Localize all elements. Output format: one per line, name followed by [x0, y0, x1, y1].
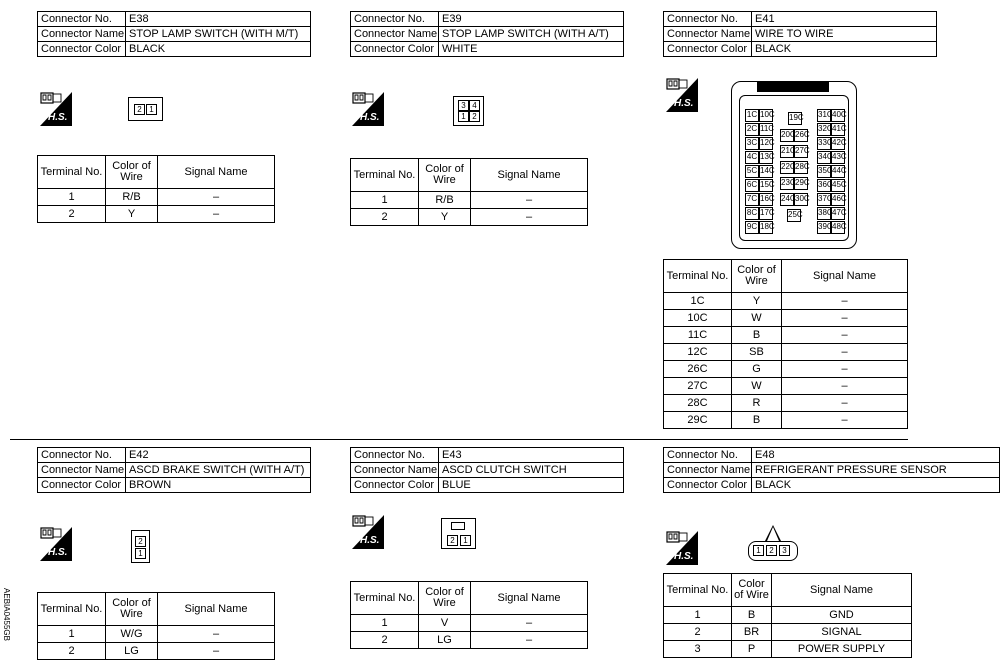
connector-color-label: Connector Color: [41, 479, 122, 491]
connector-name-label: Connector Name: [41, 28, 125, 40]
e38-connector-face: [128, 97, 163, 121]
signal-name-header: Signal Name: [184, 165, 248, 178]
hs-label: H.S.: [48, 547, 68, 558]
pin-label: 40C: [831, 109, 845, 122]
hs-label: H.S.: [360, 535, 380, 546]
connector-name-label: Connector Name: [354, 28, 438, 40]
table-row: [38, 206, 275, 223]
wire-color-cell: LG: [124, 645, 139, 657]
signal-cell: –: [212, 628, 220, 640]
pin-label: 3: [779, 545, 790, 556]
e43-terminal-table: [350, 581, 588, 649]
pin-label: 38C: [817, 207, 831, 220]
wire-color-header: Color of Wire: [425, 586, 464, 609]
pin-label: 1: [460, 535, 471, 546]
pin-label: 9C: [745, 221, 759, 234]
harness-side-icon: [352, 515, 384, 549]
connector-no-value: E41: [755, 13, 775, 25]
wire-color-cell: B: [752, 329, 761, 341]
pin-label: 27C: [794, 145, 808, 158]
table-row: [351, 192, 588, 209]
terminal-cell: 3: [694, 643, 701, 655]
signal-cell: –: [212, 191, 220, 203]
e48-info-table: [663, 447, 1000, 493]
table-row: [38, 643, 275, 660]
hs-label: H.S.: [674, 551, 694, 562]
pin-label: 26C: [794, 129, 808, 142]
pin-label: 48C: [831, 221, 845, 234]
pin-label: 31C: [817, 109, 831, 122]
pin-label: 20C: [780, 129, 794, 142]
connector-name-value: STOP LAMP SWITCH (WITH A/T): [442, 28, 609, 40]
pin-label: 3C: [745, 137, 759, 150]
section-divider: [10, 439, 908, 440]
signal-cell: –: [525, 617, 533, 629]
terminal-cell: 2: [694, 626, 701, 638]
pin-label: 42C: [831, 137, 845, 150]
connector-name-value: REFRIGERANT PRESSURE SENSOR: [755, 464, 947, 476]
pin-label: 7C: [745, 193, 759, 206]
table-row: [664, 607, 912, 624]
pin-label: 32C: [817, 123, 831, 136]
terminal-cell: 27C: [687, 380, 708, 392]
signal-name-header: Signal Name: [497, 591, 561, 604]
connector-color-label: Connector Color: [354, 479, 435, 491]
pin-label: 24C: [780, 193, 794, 206]
connector-name-value: WIRE TO WIRE: [755, 28, 834, 40]
pin-label: 25C: [787, 209, 801, 222]
wire-color-cell: R/B: [122, 191, 141, 203]
signal-cell: –: [212, 208, 220, 220]
pin-label: 43C: [831, 151, 845, 164]
e43-connector-face: [441, 518, 476, 549]
wire-color-header: Color of Wire: [734, 578, 769, 601]
table-row: [351, 615, 588, 632]
e48-terminal-table: [663, 573, 912, 658]
signal-cell: –: [841, 414, 848, 426]
e39-terminal-table: [350, 158, 588, 226]
connector-color-label: Connector Color: [667, 479, 748, 491]
connector-no-label: Connector No.: [354, 13, 425, 25]
harness-side-icon: [40, 527, 72, 561]
e41-terminal-table: [663, 259, 908, 429]
pin-label: 4: [469, 100, 480, 111]
wire-color-cell: SB: [749, 346, 764, 358]
connector-color-value: BLACK: [755, 479, 792, 491]
pin-label: 29C: [794, 177, 808, 190]
wire-color-cell: Y: [440, 211, 449, 223]
table-row: [664, 293, 908, 310]
connector-no-label: Connector No.: [667, 449, 738, 461]
wire-color-cell: W: [751, 312, 762, 324]
terminal-cell: 11C: [687, 329, 708, 341]
terminal-cell: 2: [381, 634, 388, 646]
pin-label: 41C: [831, 123, 845, 136]
pin-label: 44C: [831, 165, 845, 178]
signal-name-header: Signal Name: [810, 583, 873, 596]
e38-info-table: [37, 11, 311, 57]
signal-cell: –: [212, 645, 220, 657]
terminal-cell: 10C: [687, 312, 708, 324]
pin-label: 46C: [831, 193, 845, 206]
pin-label: 30C: [794, 193, 808, 206]
table-row: [664, 641, 912, 658]
terminal-no-header: Terminal No.: [666, 269, 729, 282]
wire-color-cell: Y: [752, 295, 761, 307]
connector-name-label: Connector Name: [667, 28, 751, 40]
wire-color-cell: W: [751, 380, 762, 392]
wire-color-cell: G: [752, 363, 761, 375]
harness-side-icon: [666, 531, 698, 565]
wire-color-cell: B: [752, 414, 761, 426]
pin-label: 1: [135, 548, 146, 559]
harness-side-icon: [352, 92, 384, 126]
connector-color-label: Connector Color: [41, 43, 122, 55]
table-row: [664, 624, 912, 641]
terminal-cell: 1: [381, 617, 388, 629]
pin-label: 2: [469, 111, 480, 122]
pin-label: 6C: [745, 179, 759, 192]
pin-label: 18C: [759, 221, 773, 234]
connector-no-value: E48: [755, 449, 775, 461]
connector-name-value: ASCD BRAKE SWITCH (WITH A/T): [129, 464, 305, 476]
terminal-cell: 1: [381, 194, 388, 206]
pin-label: 2: [135, 536, 146, 547]
wire-color-cell: BR: [743, 626, 760, 638]
pin-label: 17C: [759, 207, 773, 220]
pin-label: 28C: [794, 161, 808, 174]
harness-side-icon: [666, 78, 698, 112]
e38-terminal-table: [37, 155, 275, 223]
signal-cell: SIGNAL: [821, 626, 862, 638]
connector-name-value: ASCD CLUTCH SWITCH: [442, 464, 567, 476]
connector-name-label: Connector Name: [354, 464, 438, 476]
terminal-no-header: Terminal No.: [40, 602, 103, 615]
terminal-cell: 1: [68, 628, 75, 640]
connector-color-label: Connector Color: [667, 43, 748, 55]
terminal-cell: 2: [68, 208, 75, 220]
table-row: [664, 361, 908, 378]
pin-label: 21C: [780, 145, 794, 158]
hs-label: H.S.: [674, 98, 694, 109]
pin-label: 3: [458, 100, 469, 111]
pin-label: 2: [766, 545, 777, 556]
signal-cell: –: [841, 329, 848, 341]
pin-label: 5C: [745, 165, 759, 178]
pin-label: 11C: [759, 123, 773, 136]
pin-label: 37C: [817, 193, 831, 206]
wire-color-cell: Y: [127, 208, 136, 220]
signal-cell: –: [525, 211, 533, 223]
hs-label: H.S.: [48, 112, 68, 123]
wire-color-cell: LG: [437, 634, 452, 646]
table-row: [664, 344, 908, 361]
pin-label: 12C: [759, 137, 773, 150]
e39-info-table: [350, 11, 624, 57]
pin-label: 14C: [759, 165, 773, 178]
e41-info-table: [663, 11, 937, 57]
connector-color-value: BROWN: [129, 479, 172, 491]
table-row: [38, 189, 275, 206]
terminal-cell: 29C: [687, 414, 708, 426]
signal-name-header: Signal Name: [813, 269, 876, 282]
terminal-cell: 28C: [687, 397, 708, 409]
pin-label: 1: [146, 104, 157, 115]
connector-color-value: BLACK: [129, 43, 166, 55]
pin-label: 19C: [788, 112, 802, 125]
terminal-cell: 1C: [690, 295, 705, 307]
pin-label: 45C: [831, 179, 845, 192]
wire-color-header: Color of Wire: [737, 264, 776, 287]
wire-color-header: Color of Wire: [425, 163, 464, 186]
figure-code: AEBIA0455GB: [1, 588, 11, 641]
e42-info-table: [37, 447, 311, 493]
table-row: [38, 626, 275, 643]
connector-no-label: Connector No.: [667, 13, 738, 25]
pin-label: 15C: [759, 179, 773, 192]
pin-label: 33C: [817, 137, 831, 150]
e42-terminal-table: [37, 592, 275, 660]
wire-color-cell: R: [752, 397, 761, 409]
signal-cell: GND: [829, 609, 854, 621]
signal-cell: –: [841, 346, 848, 358]
signal-cell: –: [841, 295, 848, 307]
connector-name-value: STOP LAMP SWITCH (WITH M/T): [129, 28, 299, 40]
table-row: [664, 412, 908, 429]
pin-label: 2: [447, 535, 458, 546]
pin-label: 16C: [759, 193, 773, 206]
harness-side-icon: [40, 92, 72, 126]
connector-no-value: E38: [129, 13, 149, 25]
connector-name-label: Connector Name: [41, 464, 125, 476]
pin-label: 47C: [831, 207, 845, 220]
wire-color-cell: B: [747, 609, 756, 621]
connector-color-value: BLACK: [755, 43, 792, 55]
signal-name-header: Signal Name: [184, 602, 248, 615]
wire-color-cell: P: [747, 643, 756, 655]
wire-color-cell: R/B: [435, 194, 454, 206]
terminal-cell: 1: [694, 609, 701, 621]
connector-no-value: E42: [129, 449, 149, 461]
signal-name-header: Signal Name: [497, 168, 561, 181]
connector-no-label: Connector No.: [41, 13, 112, 25]
signal-cell: –: [525, 634, 533, 646]
pin-label: 8C: [745, 207, 759, 220]
connector-color-label: Connector Color: [354, 43, 435, 55]
pin-label: 4C: [745, 151, 759, 164]
signal-cell: –: [525, 194, 533, 206]
signal-cell: –: [841, 312, 848, 324]
pin-label: 10C: [759, 109, 773, 122]
connector-color-value: WHITE: [442, 43, 478, 55]
wire-color-header: Color of Wire: [112, 160, 151, 183]
terminal-no-header: Terminal No.: [353, 168, 416, 181]
signal-cell: –: [841, 380, 848, 392]
signal-cell: POWER SUPPLY: [797, 643, 886, 655]
e48-connector-face: [748, 541, 798, 561]
terminal-cell: 2: [381, 211, 388, 223]
terminal-no-header: Terminal No.: [353, 591, 416, 604]
pin-label: 34C: [817, 151, 831, 164]
wire-color-cell: V: [440, 617, 449, 629]
pin-label: 1C: [745, 109, 759, 122]
table-row: [664, 310, 908, 327]
connector-no-label: Connector No.: [41, 449, 112, 461]
connector-no-value: E39: [442, 13, 462, 25]
terminal-cell: 12C: [687, 346, 708, 358]
terminal-cell: 2: [68, 645, 75, 657]
table-row: [664, 327, 908, 344]
wire-color-header: Color of Wire: [112, 597, 151, 620]
terminal-no-header: Terminal No.: [40, 165, 103, 178]
hs-label: H.S.: [360, 112, 380, 123]
table-row: [664, 378, 908, 395]
wire-color-cell: W/G: [120, 628, 143, 640]
connector-color-value: BLUE: [442, 479, 471, 491]
signal-cell: –: [841, 397, 848, 409]
pin-label: 13C: [759, 151, 773, 164]
e43-info-table: [350, 447, 624, 493]
pin-label: 22C: [780, 161, 794, 174]
e42-connector-face: [131, 530, 150, 563]
connector-no-label: Connector No.: [354, 449, 425, 461]
terminal-cell: 26C: [687, 363, 708, 375]
connector-name-label: Connector Name: [667, 464, 751, 476]
pin-label: 23C: [780, 177, 794, 190]
table-row: [664, 395, 908, 412]
e39-connector-face: [453, 96, 484, 126]
table-row: [351, 209, 588, 226]
table-row: [351, 632, 588, 649]
signal-cell: –: [841, 363, 848, 375]
pin-label: 35C: [817, 165, 831, 178]
terminal-cell: 1: [68, 191, 75, 203]
pin-label: 39C: [817, 221, 831, 234]
pin-label: 2C: [745, 123, 759, 136]
pin-label: 1: [753, 545, 764, 556]
connector-no-value: E43: [442, 449, 462, 461]
pin-label: 1: [458, 111, 469, 122]
pin-label: 2: [134, 104, 145, 115]
e41-connector-face: [731, 81, 857, 249]
pin-label: 36C: [817, 179, 831, 192]
terminal-no-header: Terminal No.: [666, 583, 729, 596]
